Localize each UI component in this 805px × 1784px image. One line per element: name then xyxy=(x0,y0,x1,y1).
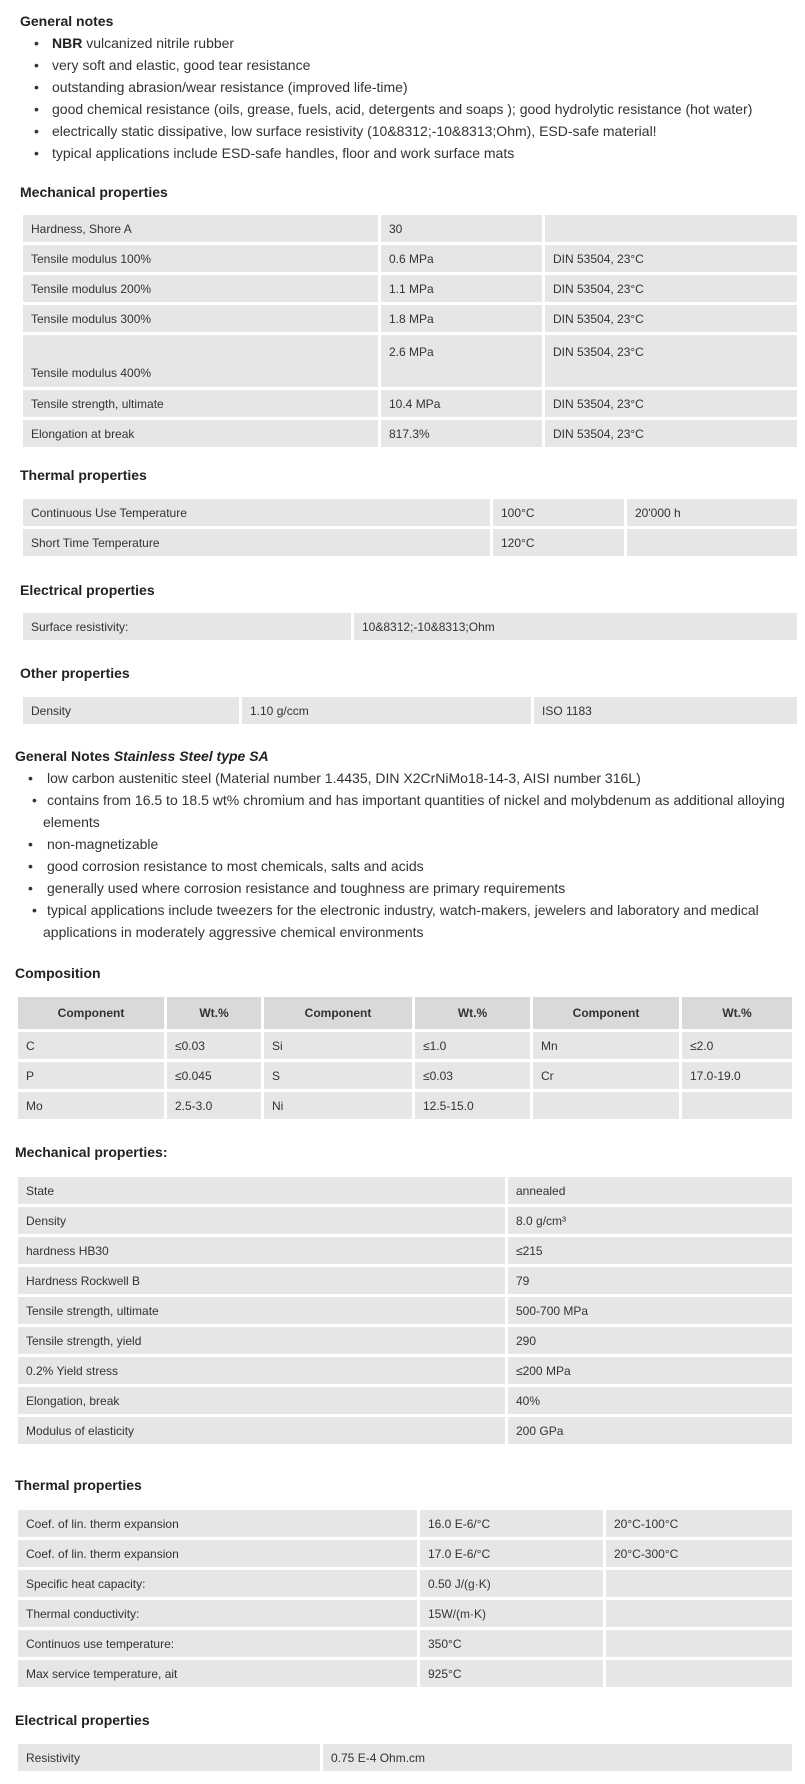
table-row xyxy=(23,215,797,242)
property-value: 500-700 MPa xyxy=(508,1297,792,1324)
steel-composition-section xyxy=(15,965,101,981)
steel-general-notes-title xyxy=(15,748,269,764)
list-item-text: typical applications include tweezers for the electronic industry, watch-makers, jewelers and laboratory and medical applications in moderately aggressive chemical environments xyxy=(43,902,759,940)
table-row xyxy=(23,529,797,556)
component-cell: Ni xyxy=(264,1092,412,1119)
property-name: Surface resistivity: xyxy=(23,613,351,640)
weight-cell: ≤1.0 xyxy=(415,1032,530,1059)
property-condition: DIN 53504, 23°C xyxy=(545,390,797,417)
property-name: Max service temperature, ait xyxy=(18,1660,417,1687)
property-value: 817.3% xyxy=(381,420,542,447)
property-name: Thermal conductivity: xyxy=(18,1600,417,1627)
weight-cell: ≤2.0 xyxy=(682,1032,792,1059)
steel-thermal-title: Thermal properties xyxy=(15,1477,142,1493)
property-condition: DIN 53504, 23°C xyxy=(545,305,797,332)
weight-cell: 12.5-15.0 xyxy=(415,1092,530,1119)
steel-mechanical-table xyxy=(15,1174,795,1447)
nbr-electrical-title: Electrical properties xyxy=(20,582,155,598)
list-item-text: contains from 16.5 to 18.5 wt% chromium and has important quantities of nickel and molybdenum as additional alloying elements xyxy=(43,792,785,830)
table-row xyxy=(18,1062,792,1089)
list-item xyxy=(20,54,800,76)
property-name: Tensile modulus 200% xyxy=(23,275,378,302)
list-item xyxy=(20,120,800,142)
list-item xyxy=(20,32,800,54)
nbr-general-notes-list xyxy=(20,32,800,164)
steel-mechanical-section xyxy=(15,1144,168,1160)
title-plain: General Notes xyxy=(15,748,114,764)
property-condition: DIN 53504, 23°C xyxy=(545,245,797,272)
list-item xyxy=(15,877,800,899)
column-header: Wt.% xyxy=(167,997,261,1029)
steel-thermal-table xyxy=(15,1507,795,1690)
weight-cell: ≤0.03 xyxy=(415,1062,530,1089)
steel-composition-title: Composition xyxy=(15,965,101,981)
table-row xyxy=(23,613,797,640)
property-value: 350°C xyxy=(420,1630,603,1657)
table-row xyxy=(18,1297,792,1324)
steel-general-notes-list xyxy=(15,767,800,943)
property-name: Resistivity xyxy=(18,1744,320,1771)
nbr-general-notes-title: General notes xyxy=(20,13,114,29)
property-condition xyxy=(606,1660,792,1687)
table-row xyxy=(18,1387,792,1414)
property-name: Tensile modulus 300% xyxy=(23,305,378,332)
steel-electrical-section xyxy=(15,1712,150,1728)
steel-electrical-table xyxy=(15,1741,795,1774)
weight-cell: ≤0.03 xyxy=(167,1032,261,1059)
table-row xyxy=(18,1744,792,1771)
property-condition: ISO 1183 xyxy=(534,697,797,724)
property-value: 1.8 MPa xyxy=(381,305,542,332)
table-row xyxy=(23,245,797,272)
table-row xyxy=(23,275,797,302)
property-value: 200 GPa xyxy=(508,1417,792,1444)
property-value: annealed xyxy=(508,1177,792,1204)
property-value: 290 xyxy=(508,1327,792,1354)
list-item-text: generally used where corrosion resistance and toughness are primary requirements xyxy=(47,880,566,896)
property-value: 10&8312;-10&8313;Ohm xyxy=(354,613,797,640)
table-row xyxy=(23,420,797,447)
property-name: Hardness Rockwell B xyxy=(18,1267,505,1294)
nbr-mechanical-section xyxy=(20,184,168,200)
list-item xyxy=(20,98,800,120)
property-name: Short Time Temperature xyxy=(23,529,490,556)
property-value: 10.4 MPa xyxy=(381,390,542,417)
table-row xyxy=(23,335,797,387)
property-value: 0.50 J/(g·K) xyxy=(420,1570,603,1597)
property-condition xyxy=(545,215,797,242)
property-condition: DIN 53504, 23°C xyxy=(545,275,797,302)
property-name: Tensile modulus 100% xyxy=(23,245,378,272)
list-item xyxy=(20,142,800,164)
property-value: 1.1 MPa xyxy=(381,275,542,302)
component-cell: P xyxy=(18,1062,164,1089)
property-name: hardness HB30 xyxy=(18,1237,505,1264)
property-name: Tensile strength, ultimate xyxy=(18,1297,505,1324)
list-item-text: good corrosion resistance to most chemicals, salts and acids xyxy=(47,858,424,874)
table-row xyxy=(18,1357,792,1384)
steel-mechanical-title: Mechanical properties: xyxy=(15,1144,168,1160)
property-name: Specific heat capacity: xyxy=(18,1570,417,1597)
property-name: Tensile strength, ultimate xyxy=(23,390,378,417)
nbr-mechanical-title: Mechanical properties xyxy=(20,184,168,200)
property-condition xyxy=(627,529,797,556)
property-value: 120°C xyxy=(493,529,624,556)
table-row xyxy=(18,1660,792,1687)
table-row xyxy=(23,499,797,526)
property-value: 100°C xyxy=(493,499,624,526)
property-name: Continuos use temperature: xyxy=(18,1630,417,1657)
nbr-other-section xyxy=(20,665,130,681)
nbr-bold-label: NBR xyxy=(52,35,83,51)
property-value: 79 xyxy=(508,1267,792,1294)
nbr-thermal-title: Thermal properties xyxy=(20,467,147,483)
nbr-thermal-table xyxy=(20,496,800,559)
nbr-other-table xyxy=(20,694,800,727)
property-name: 0.2% Yield stress xyxy=(18,1357,505,1384)
component-cell: Si xyxy=(264,1032,412,1059)
property-name: Continuous Use Temperature xyxy=(23,499,490,526)
nbr-general-notes-section xyxy=(20,13,113,29)
table-row xyxy=(18,1032,792,1059)
property-condition: DIN 53504, 23°C xyxy=(545,335,797,387)
column-header: Component xyxy=(18,997,164,1029)
list-item xyxy=(15,855,800,877)
weight-cell xyxy=(682,1092,792,1119)
property-name: Density xyxy=(23,697,239,724)
list-item xyxy=(15,899,800,943)
property-condition: 20°C-300°C xyxy=(606,1540,792,1567)
table-row xyxy=(18,1237,792,1264)
table-row xyxy=(18,1540,792,1567)
column-header: Wt.% xyxy=(415,997,530,1029)
component-cell: S xyxy=(264,1062,412,1089)
column-header: Wt.% xyxy=(682,997,792,1029)
steel-thermal-section xyxy=(15,1477,142,1493)
property-name: Elongation at break xyxy=(23,420,378,447)
property-condition xyxy=(606,1600,792,1627)
property-name: Coef. of lin. therm expansion xyxy=(18,1510,417,1537)
list-item-text: non-magnetizable xyxy=(47,836,159,852)
table-row xyxy=(18,1570,792,1597)
property-name: State xyxy=(18,1177,505,1204)
property-value: ≤200 MPa xyxy=(508,1357,792,1384)
list-item-text: good chemical resistance (oils, grease, fuels, acid, detergents and soaps ); good hydrolytic resistance (hot water) xyxy=(52,101,753,117)
steel-general-notes-section xyxy=(15,748,269,764)
component-cell: Mn xyxy=(533,1032,679,1059)
property-value: 40% xyxy=(508,1387,792,1414)
list-item-text: low carbon austenitic steel (Material number 1.4435, DIN X2CrNiMo18-14-3, AISI number 316L) xyxy=(47,770,641,786)
property-value: 925°C xyxy=(420,1660,603,1687)
table-row xyxy=(23,390,797,417)
table-row xyxy=(18,1092,792,1119)
nbr-mechanical-table xyxy=(20,212,800,450)
property-condition: 20'000 h xyxy=(627,499,797,526)
property-value: ≤215 xyxy=(508,1237,792,1264)
component-cell: Mo xyxy=(18,1092,164,1119)
list-item xyxy=(15,789,800,833)
nbr-thermal-section xyxy=(20,467,147,483)
property-name: Tensile strength, yield xyxy=(18,1327,505,1354)
table-row xyxy=(23,697,797,724)
nbr-other-title: Other properties xyxy=(20,665,130,681)
property-value: 17.0 E-6/°C xyxy=(420,1540,603,1567)
table-row xyxy=(18,1510,792,1537)
weight-cell: ≤0.045 xyxy=(167,1062,261,1089)
weight-cell: 17.0-19.0 xyxy=(682,1062,792,1089)
title-italic: Stainless Steel type SA xyxy=(113,748,269,764)
property-value: 8.0 g/cm³ xyxy=(508,1207,792,1234)
list-item-text: typical applications include ESD-safe handles, floor and work surface mats xyxy=(52,145,515,161)
table-row xyxy=(18,1630,792,1657)
property-value: 0.75 E-4 Ohm.cm xyxy=(323,1744,792,1771)
property-value: 15W/(m·K) xyxy=(420,1600,603,1627)
list-item-text: electrically static dissipative, low surface resistivity (10&8312;-10&8313;Ohm), ESD-safe material! xyxy=(52,123,657,139)
table-row xyxy=(18,1327,792,1354)
list-item-text: outstanding abrasion/wear resistance (improved life-time) xyxy=(52,79,408,95)
property-value: 2.6 MPa xyxy=(381,335,542,387)
property-name: Hardness, Shore A xyxy=(23,215,378,242)
list-item xyxy=(15,767,800,789)
steel-composition-table xyxy=(15,994,795,1122)
table-header-row xyxy=(18,997,792,1029)
property-value: 0.6 MPa xyxy=(381,245,542,272)
property-name: Tensile modulus 400% xyxy=(23,335,378,387)
property-name: Elongation, break xyxy=(18,1387,505,1414)
weight-cell: 2.5-3.0 xyxy=(167,1092,261,1119)
table-row xyxy=(18,1417,792,1444)
property-value: 30 xyxy=(381,215,542,242)
property-value: 16.0 E-6/°C xyxy=(420,1510,603,1537)
table-row xyxy=(18,1600,792,1627)
steel-electrical-title: Electrical properties xyxy=(15,1712,150,1728)
property-condition: 20°C-100°C xyxy=(606,1510,792,1537)
property-condition: DIN 53504, 23°C xyxy=(545,420,797,447)
list-item xyxy=(15,833,800,855)
nbr-electrical-table xyxy=(20,610,800,643)
property-name: Coef. of lin. therm expansion xyxy=(18,1540,417,1567)
component-cell xyxy=(533,1092,679,1119)
property-condition xyxy=(606,1630,792,1657)
table-row xyxy=(18,1267,792,1294)
list-item-text: very soft and elastic, good tear resistance xyxy=(52,57,311,73)
property-condition xyxy=(606,1570,792,1597)
nbr-electrical-section xyxy=(20,582,155,598)
component-cell: C xyxy=(18,1032,164,1059)
component-cell: Cr xyxy=(533,1062,679,1089)
table-row xyxy=(23,305,797,332)
column-header: Component xyxy=(264,997,412,1029)
property-name: Modulus of elasticity xyxy=(18,1417,505,1444)
property-value: 1.10 g/ccm xyxy=(242,697,531,724)
list-item xyxy=(20,76,800,98)
table-row xyxy=(18,1177,792,1204)
table-row xyxy=(18,1207,792,1234)
column-header: Component xyxy=(533,997,679,1029)
list-item-text: vulcanized nitrile rubber xyxy=(82,35,235,51)
property-name: Density xyxy=(18,1207,505,1234)
